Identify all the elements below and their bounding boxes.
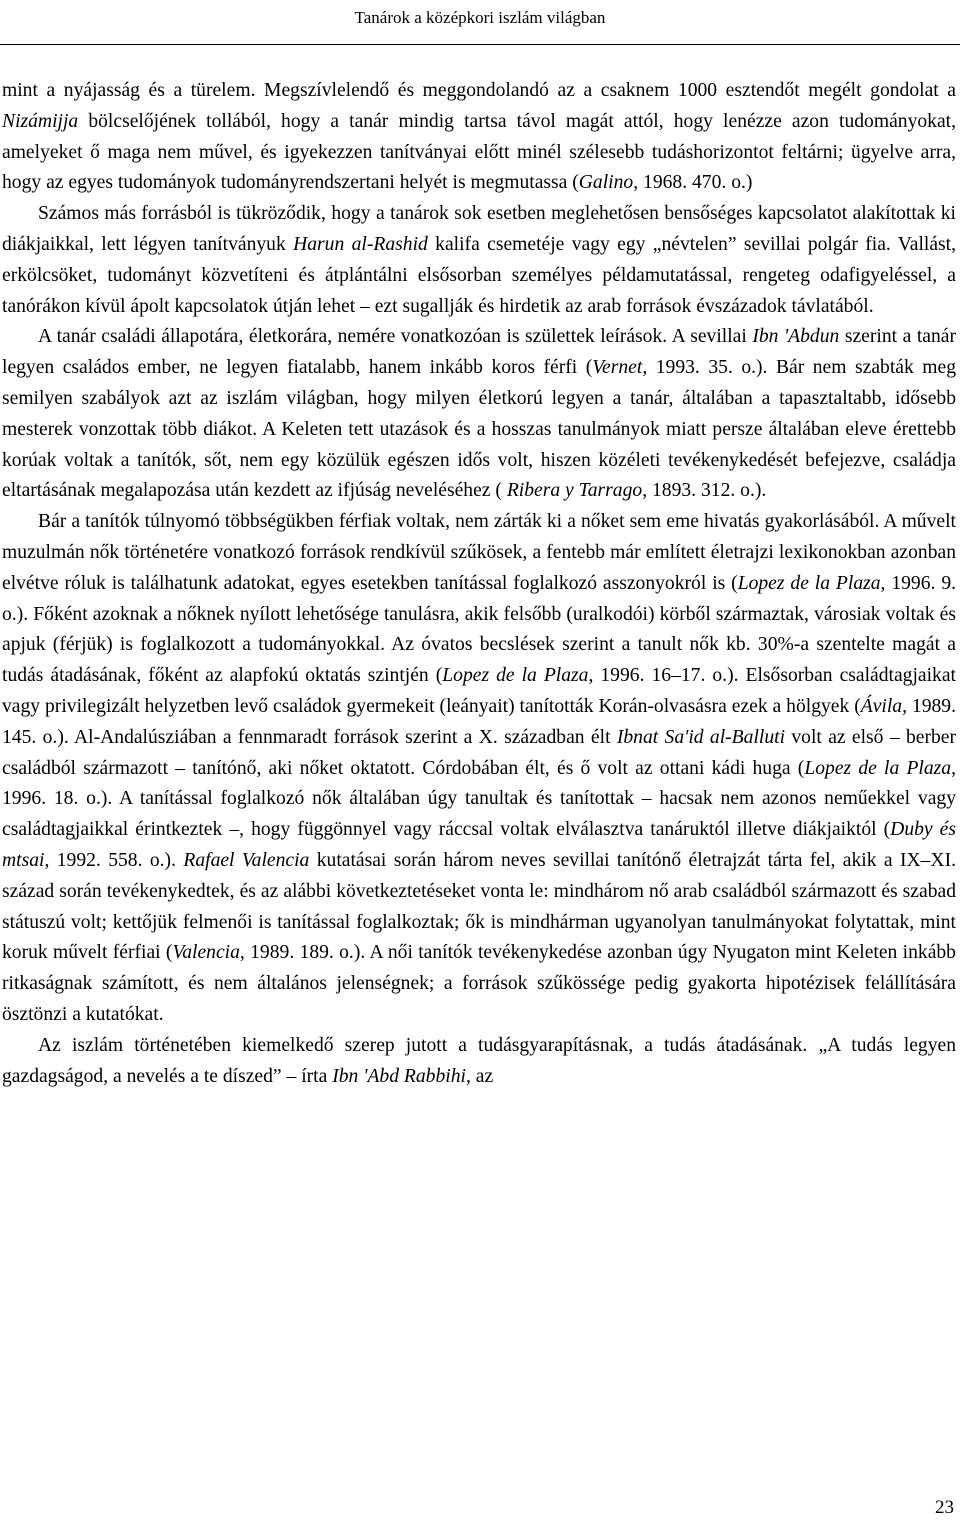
paragraph [2, 76, 956, 199]
text-run: A tanár családi állapotára, életkorára, nemére vonatkozóan is születtek leírások. A sevillai [38, 326, 753, 348]
text-run: , 1893. 312. o.). [642, 480, 767, 502]
body-text [2, 76, 956, 1092]
text-run: , 1993. 35. o.). Bár nem szabták meg semilyen szabályok azt az iszlám világban, hogy milyen életkorú legyen a tanár, általában a tapasztaltabb, idősebb mesterek vonzottak több diákot. A Keleten tett utazások és a hosszas tanulmányok miatt persze általában eleve érettebb korúak voltak a tanítók, sőt, nem egy közülük egészen idős volt, hiszen közéleti tevékenykedését befejezve, családja eltartásának megalapozása után kezdett az ifjúság neveléséhez ( [2, 357, 956, 502]
italic-reference: Ribera y Tarrago [506, 480, 643, 502]
text-run: bölcselőjének tollából, hogy a tanár mindig tartsa távol magát attól, hogy lenézze azon tudományokat, amelyeket ő maga nem művel, és igyekezzen tanítványai előtt minél szélesebb tudáshorizontot feltárni; ügyelve arra, hogy az egyes tudományok tudományrendszertani helyét is megmutassa ( [2, 110, 956, 194]
paragraph [2, 199, 956, 322]
italic-reference: Lopez de la Plaza [737, 572, 881, 594]
text-run: , 1992. 558. o.). [44, 849, 184, 871]
text-run: kalifa csemetéje vagy egy „névtelen” sevillai polgár fia. Vallást, erkölcsöket, tudományt közvetíteni és átplántálni elsősorban személyes példamutatással, rengeteg odafigyeléssel, a tanórákon kívül ápolt kapcsolatok útján lehet – ezt sugallják és hirdetik az arab források évszázadok távlatából. [2, 233, 957, 317]
italic-reference: Lopez de la Plaza [442, 665, 589, 687]
text-run: kutatásai során három neves sevillai tanítónő életrajzát tárta fel, akik a IX–XI. század során tevékenykedtek, és az alábbi következtetéseket vonta le: mindhárom nő arab családból származott és szabad státuszú volt; kettőjük felmenői is tanítással foglalkoztak; ők is mindhárman ugyanolyan tanulmányokat folytattak, mint koruk művelt férfiai ( [2, 849, 957, 964]
text-run: 1989. 145. o.). Al-Andalúsziában a fennmaradt források szerint a X. században élt [2, 695, 957, 748]
italic-reference: Ávila, [860, 695, 907, 717]
text-run: , az [465, 1065, 494, 1087]
paragraph [2, 1031, 956, 1093]
italic-reference: Rafael Valencia [183, 849, 310, 871]
italic-reference: Harun al-Rashid [293, 233, 428, 255]
text-run: szerint a tanár legyen családos ember, ne legyen fiatalabb, hanem inkább koros férfi ( [2, 326, 957, 379]
page-number: 23 [935, 1497, 954, 1518]
italic-reference: Galino [578, 172, 634, 194]
text-run: , 1996. 18. o.). A tanítással foglalkozó nők általában úgy tanultak és tanítottak – hacsak nem azonos neműekkel vagy családtagjaikkal érintkeztek –, hogy függönnyel vagy ráccsal voltak elválasztva tanáruktól illetve diákjaiktól ( [2, 757, 956, 841]
running-header-title: Tanárok a középkori iszlám világban [354, 8, 606, 27]
running-header [0, 0, 960, 65]
italic-reference: Lopez de la Plaza [804, 757, 952, 779]
italic-reference: Ibn 'Abdun [752, 326, 840, 348]
text-run: Számos más forrásból is tükröződik, hogy a tanárok sok esetben meglehetősen bensőséges kapcsolatot alakítottak ki diákjaikkal, lett légyen tanítványuk [2, 203, 956, 255]
text-run: , 1968. 470. o.) [633, 172, 753, 194]
text-run: mint a nyájasság és a türelem. Megszívlelendő és meggondolandó az a csaknem 1000 esztendőt megélt gondolat a [2, 80, 956, 101]
header-divider [0, 44, 960, 45]
text-run: Az iszlám történetében kiemelkedő szerep jutott a tudásgyarapításnak, a tudás átadásának. „A tudás legyen gazdagságod, a nevelés a te díszed” – írta [2, 1034, 956, 1087]
text-run: , 1989. 189. o.). A női tanítók tevékenykedése azonban úgy Nyugaton mint Keleten inkább ritkaságnak számított, és nem általános jelenségnek; a források szűkössége pedig gyakorta hipotézisek felállítására ösztönzi a kutatókat. [2, 942, 956, 1025]
italic-reference: Duby és mtsai [2, 819, 956, 871]
text-run: , 1996. 16–17. o.). Elsősorban családtagjaikat vagy privilegizált helyzetben levő családok gyermekeit (leányait) tanították Korán-olvasásra ezek a hölgyek ( [2, 665, 956, 717]
italic-reference: Ibnat Sa'id al-Balluti [616, 726, 786, 748]
italic-reference: Valencia [172, 942, 240, 964]
paragraph [2, 322, 956, 507]
text-run: , 1996. 9. o.). Főként azoknak a nőknek nyílott lehetősége tanulásra, akik felsőbb (uralkodói) körből származtak, városiak voltak és apjuk (férjük) is foglalkozott a tudományokkal. Az óvatos becslések szerint a tanult nők kb. 30%-a szentelte magát a tudás átadásának, főként az alapfokú oktatás szintjén ( [2, 572, 957, 687]
paragraph [2, 507, 956, 1031]
italic-reference: Nizámijja [2, 110, 79, 132]
italic-reference: Vernet [592, 357, 643, 379]
italic-reference: Ibn 'Abd Rabbihi [332, 1065, 466, 1087]
text-run: Bár a tanítók túlnyomó többségükben férfiak voltak, nem zárták ki a nőket sem eme hivatás gyakorlásából. A művelt muzulmán nők történetére vonatkozó források rendkívül szűkösek, a fentebb már említett életrajzi lexikonokban azonban elvétve róluk is találhatunk adatokat, egyes esetekben tanítással foglalkozó asszonyokról is ( [2, 511, 956, 594]
text-run: volt az első – berber családból származott – tanítónő, aki nőket oktatott. Córdobában élt, és ő volt az ottani kádi huga ( [2, 726, 956, 779]
